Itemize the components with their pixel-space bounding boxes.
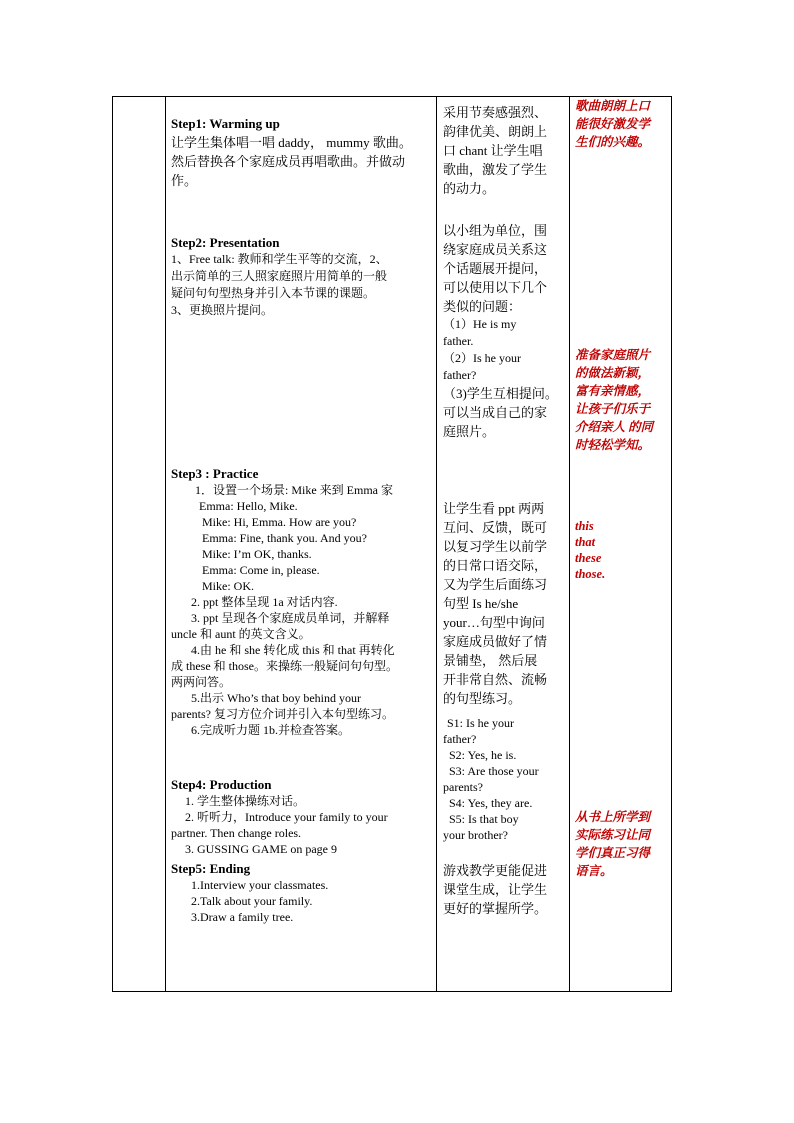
reflection-line: 学们真正习得 [575,846,651,860]
note-line: 的动力。 [443,181,496,196]
dialogue-line: S1: Is he your [447,716,514,730]
step4-line: partner. Then change roles. [171,826,302,840]
reflection-line: 能很好激发学 [575,117,651,131]
note4-block [443,715,539,843]
reflection-line: those. [575,567,606,581]
note-line: 课堂生成，让学生 [443,882,548,897]
note-line: 家庭成员做好了情 [443,634,548,649]
reflection-line: 的做法新颖， [575,366,651,380]
note-line: 句型 Is he/she [443,596,519,611]
note-line: 互问、反馈，既可 [443,520,548,535]
question-line: father. [443,334,474,348]
step5-heading: Step5: Ending [171,861,251,876]
dialogue-line: Mike: Hi, Emma. How are you? [202,515,357,529]
step3-line: uncle 和 aunt 的英文含义。 [171,627,311,641]
reflection-line: these [575,551,602,565]
step1-line: 然后替换各个家庭成员再唱歌曲。并做动 [171,154,406,169]
note-line: 以复习学生以前学 [443,539,548,554]
step4-heading: Step4: Production [171,777,272,792]
reflection-line: 实际练习让同 [575,828,651,842]
step4-block [171,777,388,857]
step2-line: 疑问句句型热身并引入本节课的课题。 [171,286,376,300]
step2-line: 3、更换照片提问。 [171,303,274,317]
step1-block [171,114,412,190]
step3-line: 6.完成听力题 1b.并检查答案。 [191,723,351,737]
note-line: 类似的问题： [443,299,522,314]
note-line: 的日常口语交际， [443,558,548,573]
note-line: 歌曲，激发了学生 [443,162,548,177]
note-line: 口 chant 让学生唱 [443,143,543,158]
step3-line: 5.出示 Who’s that boy behind your [191,691,361,705]
step4-line: 3. GUSSING GAME on page 9 [185,842,337,856]
step3-line: 两两问答。 [171,675,232,689]
reflection-line: 从书上所学到 [575,810,651,824]
note-line: 更好的掌握所学。 [443,901,548,916]
dialogue-line: Mike: OK. [202,579,254,593]
step3-line: 2. ppt 整体呈现 1a 对话内容. [191,595,338,609]
note-line: 以小组为单位，围 [443,223,548,238]
reflection-line: 生们的兴趣。 [575,135,651,149]
reflection1-block [575,97,650,151]
dialogue-line: your brother? [443,828,508,842]
dialogue-line: Emma: Come in, please. [202,563,320,577]
reflection-line: 语言。 [575,864,613,878]
note-line: 个话题展开提问， [443,261,548,276]
reflections-column [575,97,672,991]
reflection-line: that [575,535,596,549]
note-line: 又为学生后面练习 [443,577,548,592]
dialogue-line: Emma: Hello, Mike. [199,499,298,513]
dialogue-line: S5: Is that boy [449,812,519,826]
note-line: 绕家庭成员关系这 [443,242,548,257]
reflection-line: 准备家庭照片 [575,348,651,362]
note-line: 的句型练习。 [443,691,522,706]
note-line: （3)学生互相提问。 [443,386,558,401]
question-line: father? [443,368,477,382]
step5-line: 1.Interview your classmates. [191,878,329,892]
note-line: 可以使用以下几个 [443,280,548,295]
dialogue-line: S4: Yes, they are. [449,796,533,810]
reflection-line: this [575,519,594,533]
steps-column [171,97,435,991]
column-divider-1 [165,97,166,991]
step3-heading: Step3 : Practice [171,466,259,481]
note-line: 景铺垫， 然后展 [443,653,538,668]
step5-line: 2.Talk about your family. [191,894,313,908]
note-line: 庭照片。 [443,424,496,439]
step3-line: 3. ppt 呈现各个家庭成员单词，并解释 [191,611,390,625]
step3-line: 成 these 和 those。来操练一般疑问句句型。 [171,659,398,673]
reflection-line: 富有亲情感， [575,384,651,398]
question-line: （1）He is my [443,317,517,331]
step3-block [171,466,398,738]
dialogue-line: S2: Yes, he is. [449,748,517,762]
step2-block [171,235,388,319]
reflection-line: 介绍亲人 的同 [575,420,654,434]
step2-line: 出示简单的三人照家庭照片用简单的一般 [171,269,388,283]
note2-block [443,221,558,441]
step3-line: 4.由 he 和 she 转化成 this 和 that 再转化 [191,643,395,657]
reflection4-block [575,808,650,880]
reflection-line: 歌曲朗朗上口 [575,99,651,113]
lesson-plan-table [112,96,672,992]
note-line: 让学生看 ppt 两两 [443,501,545,516]
step5-line: 3.Draw a family tree. [191,910,294,924]
note-line: your…句型中询问 [443,615,545,630]
step1-line: 让学生集体唱一唱 daddy， mummy 歌曲。 [171,135,412,150]
note-line: 开非常自然、流畅 [443,672,548,687]
step2-line: 1、Free talk: 教师和学生平等的交流，2、 [171,252,388,266]
column-divider-3 [569,97,570,991]
dialogue-line: Mike: I’m OK, thanks. [202,547,312,561]
step2-heading: Step2: Presentation [171,235,280,250]
question-line: （2）Is he your [443,351,521,365]
note-line: 韵律优美、朗朗上 [443,124,548,139]
step1-heading: Step1: Warming up [171,116,280,131]
step3-line: 1．设置一个场景: Mike 来到 Emma 家 [195,483,393,497]
dialogue-line: parents? [443,780,483,794]
step1-line: 作。 [171,173,198,188]
reflection2-block [575,346,653,454]
column-divider-2 [436,97,437,991]
reflection-line: 时轻松学知。 [575,438,651,452]
dialogue-line: Emma: Fine, thank you. And you? [202,531,367,545]
note-line: 游戏教学更能促进 [443,863,548,878]
notes-column [443,97,569,991]
note-line: 可以当成自己的家 [443,405,548,420]
reflection3-block [575,518,605,582]
note3-block [443,499,547,708]
reflection-line: 让孩子们乐于 [575,402,651,416]
note5-block [443,861,547,918]
step3-line: parents? 复习方位介词并引入本句型练习。 [171,707,394,721]
step5-block [171,861,328,925]
note1-block [443,103,547,198]
note-line: 采用节奏感强烈、 [443,105,548,120]
step4-line: 1. 学生整体操练对话。 [185,794,306,808]
step4-line: 2. 听听力，Introduce your family to your [185,810,388,824]
dialogue-line: S3: Are those your [449,764,539,778]
dialogue-line: father? [443,732,477,746]
